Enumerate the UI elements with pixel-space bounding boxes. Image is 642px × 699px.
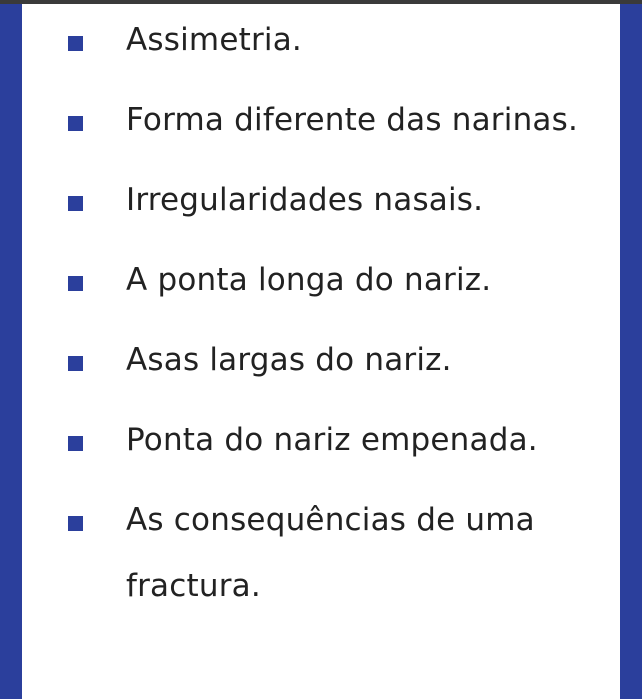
square-bullet-icon: [68, 116, 83, 131]
list-item: [22, 407, 620, 473]
square-bullet-icon: [68, 516, 83, 531]
square-bullet-icon: [68, 276, 83, 291]
square-bullet-icon: [68, 36, 83, 51]
content-card: [22, 4, 620, 699]
list-item-text: A ponta longa do nariz.: [126, 262, 492, 298]
list-item-text: Irregularidades nasais.: [126, 182, 484, 218]
square-bullet-icon: [68, 356, 83, 371]
list-item: [22, 167, 620, 233]
list-item: [22, 327, 620, 393]
bullet-list: [22, 4, 620, 619]
list-item: [22, 7, 620, 73]
list-item-text: Asas largas do nariz.: [126, 342, 452, 378]
list-item-text: Ponta do nariz empenada.: [126, 422, 538, 458]
list-item-text: Forma diferente das narinas.: [126, 102, 579, 138]
square-bullet-icon: [68, 196, 83, 211]
square-bullet-icon: [68, 436, 83, 451]
list-item-text: Assimetria.: [126, 22, 302, 58]
list-item: [22, 487, 620, 619]
list-item: [22, 87, 620, 153]
list-item-text: As consequências de uma fractura.: [126, 502, 535, 604]
list-item: [22, 247, 620, 313]
